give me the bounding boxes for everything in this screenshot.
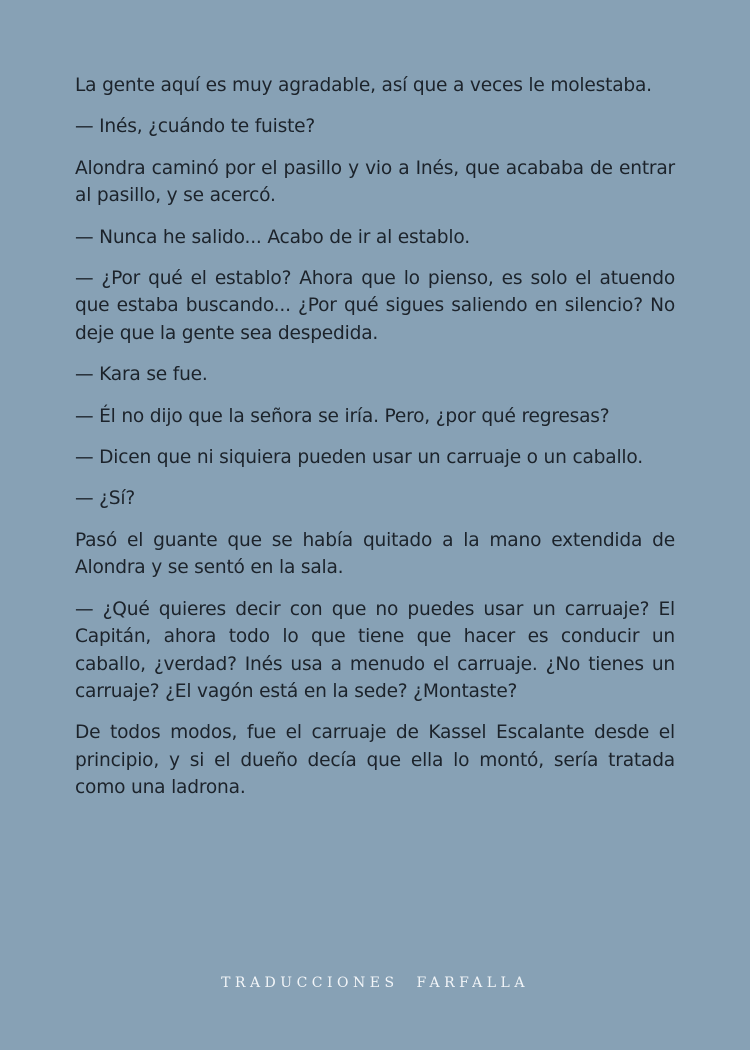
- paragraph: — ¿Por qué el establo? Ahora que lo pienso, es solo el atuendo que estaba buscando... ¿Por qué sigues saliendo en silencio? No deje que la gente sea despedida.: [75, 268, 675, 344]
- paragraph: — Él no dijo que la señora se iría. Pero, ¿por qué regresas?: [75, 405, 610, 427]
- paragraph: — Dicen que ni siquiera pueden usar un carruaje o un caballo.: [75, 447, 643, 469]
- paragraph: Pasó el guante que se había quitado a la mano extendida de Alondra y se sentó en la sala.: [75, 529, 675, 579]
- paragraph: — Inés, ¿cuándo te fuiste?: [75, 116, 316, 138]
- paragraph: — Nunca he salido... Acabo de ir al establo.: [75, 226, 470, 248]
- paragraph: — Kara se fue.: [75, 364, 208, 386]
- page-body: [75, 72, 675, 816]
- paragraph: De todos modos, fue el carruaje de Kassel Escalante desde el principio, y si el dueño decía que ella lo montó, sería tratada como una ladrona.: [75, 722, 675, 799]
- paragraph: — ¿Sí?: [75, 488, 136, 510]
- paragraph: La gente aquí es muy agradable, así que a veces le molestaba.: [75, 75, 652, 96]
- footer-credit: TRADUCCIONES FARFALLA: [221, 975, 529, 991]
- paragraph: Alondra caminó por el pasillo y vio a Inés, que acababa de entrar al pasillo, y se acercó.: [75, 157, 675, 207]
- paragraph: — ¿Qué quieres decir con que no puedes usar un carruaje? El Capitán, ahora todo lo que tiene que hacer es conducir un caballo, ¿verdad? Inés usa a menudo el carruaje. ¿No tienes un carruaje? ¿El vagón está en la sede? ¿Montaste?: [75, 598, 675, 702]
